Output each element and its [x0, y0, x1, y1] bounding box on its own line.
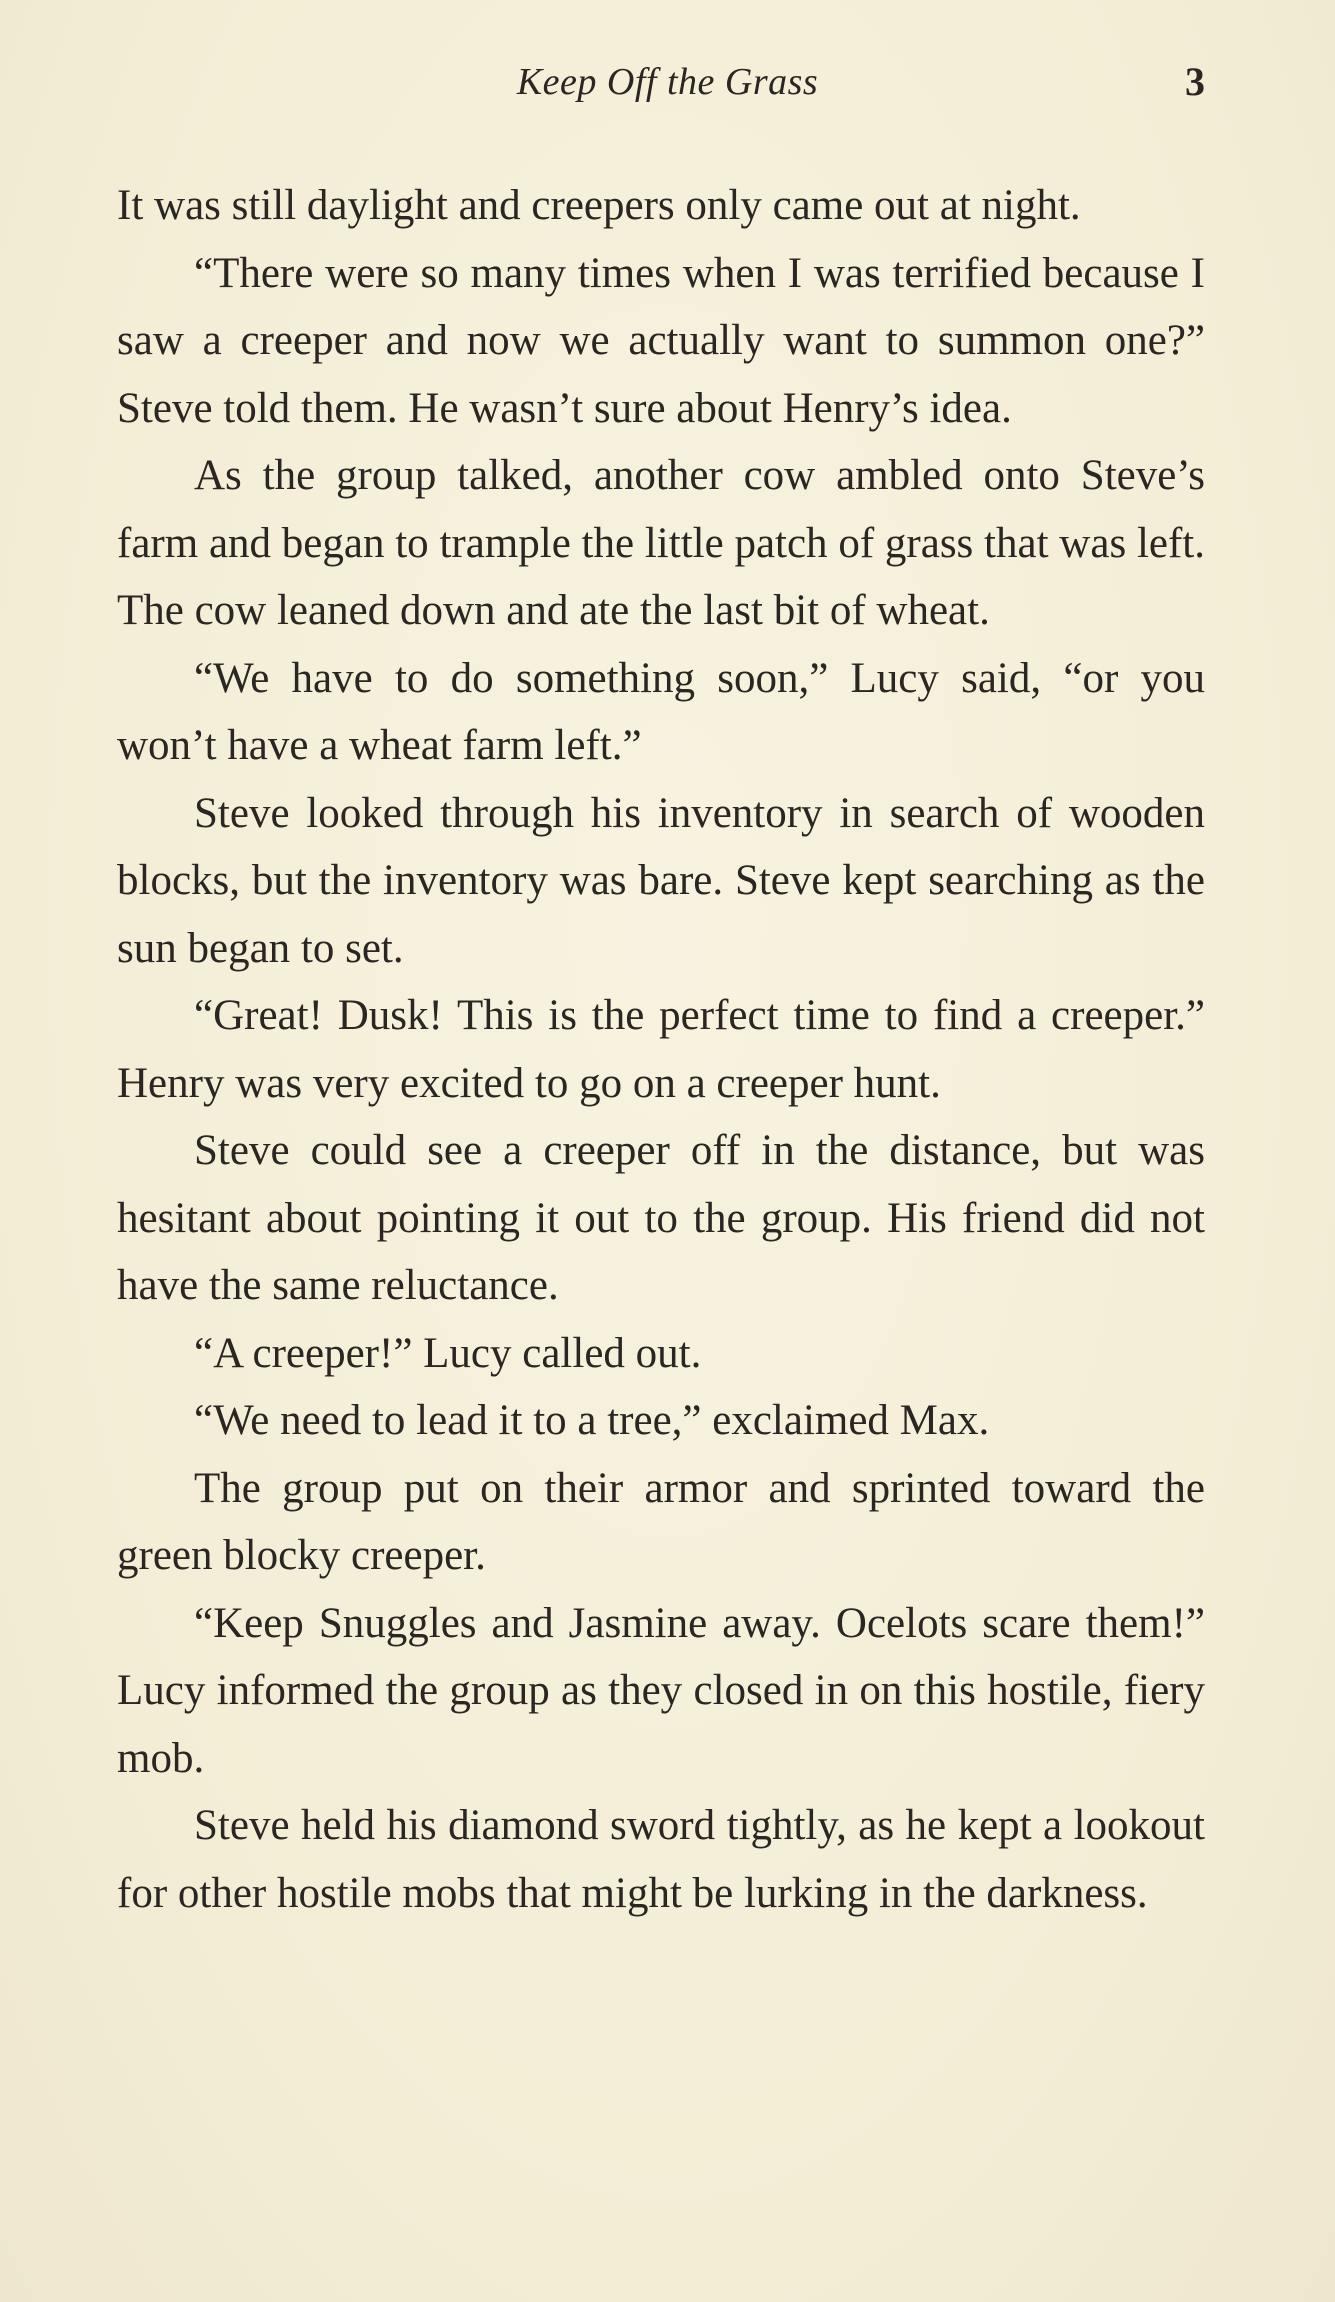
- paragraph: Steve could see a creeper off in the distance, but was hesitant about pointing it out to the group. His friend did not have the same reluctance.: [117, 1127, 1205, 1309]
- page-number: 3: [1185, 59, 1205, 104]
- running-head: [0, 58, 1335, 118]
- paragraph: Steve looked through his inventory in search of wooden blocks, but the inventory was bare. Steve kept searching as the sun began to set.: [117, 789, 1205, 972]
- body-text: [117, 172, 1205, 1927]
- paragraph: “A creeper!” Lucy called out.: [194, 1329, 702, 1377]
- paragraph: “We have to do something soon,” Lucy said, “or you won’t have a wheat farm left.”: [117, 654, 1205, 769]
- running-title: Keep Off the Grass: [516, 61, 819, 103]
- paragraph: “Keep Snuggles and Jasmine away. Ocelots scare them!” Lucy informed the group as they closed in on this hostile, fiery mob.: [117, 1599, 1205, 1782]
- paragraph: “We need to lead it to a tree,” exclaimed Max.: [194, 1397, 990, 1444]
- paragraph: “There were so many times when I was terrified because I saw a creeper and now we actually want to summon one?” Steve told them. He wasn’t sure about Henry’s idea.: [117, 249, 1205, 432]
- paragraph: As the group talked, another cow ambled onto Steve’s farm and began to trample the little patch of grass that was left. The cow leaned down and ate the last bit of wheat.: [117, 452, 1205, 634]
- paragraph: Steve held his diamond sword tightly, as he kept a lookout for other hostile mobs that might be lurking in the darkness.: [117, 1802, 1205, 1917]
- paragraph: It was still daylight and creepers only came out at night.: [117, 182, 1081, 229]
- paragraph: The group put on their armor and sprinted toward the green blocky creeper.: [117, 1464, 1205, 1579]
- paragraph: “Great! Dusk! This is the perfect time to find a creeper.” Henry was very excited to go on a creeper hunt.: [117, 992, 1205, 1107]
